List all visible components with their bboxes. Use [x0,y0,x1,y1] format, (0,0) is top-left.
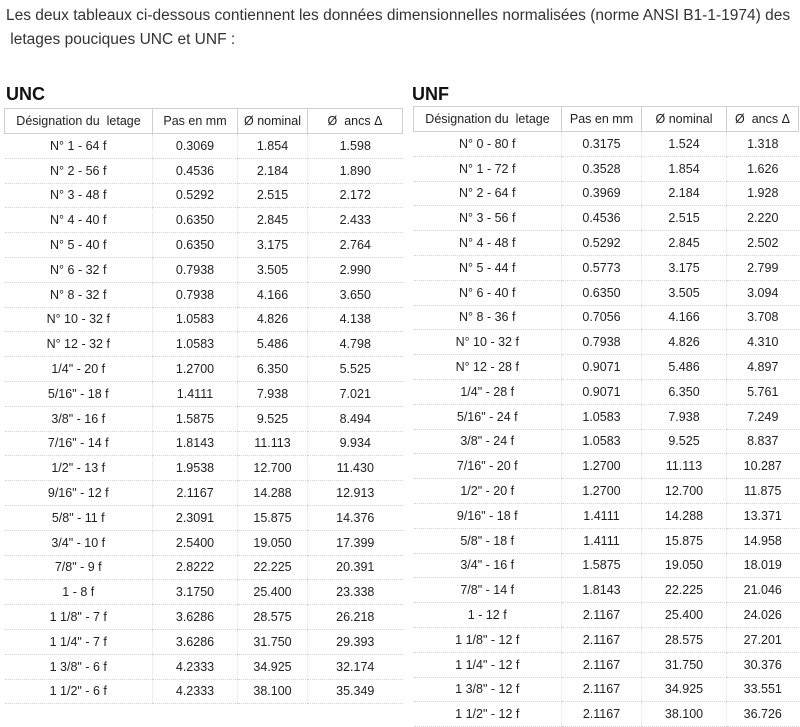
cell-pitch: 1.8143 [153,431,238,456]
cell-flank-diameter: 9.934 [308,431,403,456]
table-row [414,355,799,380]
cell-flank-diameter: 8.494 [308,406,403,431]
cell-nominal-diameter: 9.525 [238,406,308,431]
cell-pitch: 0.5292 [153,183,238,208]
cell-flank-diameter: 5.525 [308,357,403,382]
cell-nominal-diameter: 15.875 [642,528,727,553]
cell-designation: 3/8" - 16 f [5,406,153,431]
cell-pitch: 0.7938 [562,330,642,355]
cell-designation: 1 3/8" - 6 f [5,654,153,679]
cell-designation: 1/4" - 28 f [414,379,562,404]
table-row [5,580,403,605]
cell-pitch: 0.3069 [153,134,238,159]
cell-designation: 1 3/8" - 12 f [414,677,562,702]
table-row [414,652,799,677]
table-row [5,332,403,357]
table-row [5,555,403,580]
cell-flank-diameter: 32.174 [308,654,403,679]
table-row [414,479,799,504]
cell-pitch: 0.4536 [562,206,642,231]
cell-nominal-diameter: 12.700 [238,456,308,481]
cell-pitch: 1.5875 [562,553,642,578]
cell-nominal-diameter: 11.113 [642,454,727,479]
cell-designation: 5/16" - 24 f [414,404,562,429]
cell-flank-diameter: 14.376 [308,505,403,530]
table-row [5,158,403,183]
cell-nominal-diameter: 15.875 [238,505,308,530]
cell-flank-diameter: 2.764 [308,233,403,258]
table-row [414,330,799,355]
cell-flank-diameter: 36.726 [727,702,799,727]
cell-nominal-diameter: 2.184 [238,158,308,183]
cell-designation: 1 1/2" - 6 f [5,679,153,704]
cell-nominal-diameter: 14.288 [642,503,727,528]
cell-pitch: 0.4536 [153,158,238,183]
table-row [5,679,403,704]
cell-designation: N° 10 - 32 f [5,307,153,332]
table-row [414,255,799,280]
cell-designation: N° 3 - 48 f [5,183,153,208]
cell-designation: N° 4 - 40 f [5,208,153,233]
cell-pitch: 3.6286 [153,629,238,654]
cell-nominal-diameter: 1.854 [642,156,727,181]
cell-flank-diameter: 35.349 [308,679,403,704]
column-header-nominal-diameter: Ø nominal [238,109,308,134]
table-row [414,181,799,206]
cell-nominal-diameter: 25.400 [238,580,308,605]
cell-pitch: 3.1750 [153,580,238,605]
cell-nominal-diameter: 5.486 [238,332,308,357]
cell-pitch: 0.9071 [562,355,642,380]
table-row [414,503,799,528]
unf-table [413,106,799,727]
cell-pitch: 1.2700 [562,454,642,479]
cell-flank-diameter: 13.371 [727,503,799,528]
cell-nominal-diameter: 3.505 [642,280,727,305]
cell-nominal-diameter: 34.925 [238,654,308,679]
unf-heading: UNF [412,84,449,104]
table-row [414,206,799,231]
cell-flank-diameter: 2.172 [308,183,403,208]
unc-heading: UNC [6,84,45,104]
cell-designation: N° 6 - 32 f [5,257,153,282]
cell-pitch: 0.7938 [153,257,238,282]
cell-pitch: 2.1167 [562,677,642,702]
cell-flank-diameter: 20.391 [308,555,403,580]
cell-designation: 7/8" - 9 f [5,555,153,580]
cell-designation: N° 6 - 40 f [414,280,562,305]
cell-pitch: 2.8222 [153,555,238,580]
cell-flank-diameter: 2.990 [308,257,403,282]
cell-flank-diameter: 4.310 [727,330,799,355]
table-row [5,456,403,481]
cell-designation: 7/8" - 14 f [414,578,562,603]
cell-pitch: 0.3175 [562,132,642,157]
cell-nominal-diameter: 22.225 [642,578,727,603]
cell-flank-diameter: 1.928 [727,181,799,206]
column-header-designation: Désignation du letage [414,107,562,132]
cell-flank-diameter: 11.430 [308,456,403,481]
intro-paragraph: Les deux tableaux ci-dessous contiennent les données dimensionnelles normalisées (norme ANSI B1-1-1974) des letages pouciques UNC et UNF : [6,7,791,48]
cell-designation: 1/2" - 20 f [414,479,562,504]
cell-pitch: 0.7938 [153,282,238,307]
cell-nominal-diameter: 28.575 [238,605,308,630]
table-row [5,406,403,431]
cell-nominal-diameter: 6.350 [238,357,308,382]
table-row [5,605,403,630]
cell-nominal-diameter: 1.524 [642,132,727,157]
table-row [414,677,799,702]
cell-designation: 1 1/8" - 12 f [414,627,562,652]
cell-designation: N° 2 - 64 f [414,181,562,206]
table-row [414,231,799,256]
cell-designation: N° 0 - 80 f [414,132,562,157]
table-row [5,257,403,282]
table-row [414,528,799,553]
cell-designation: 3/4" - 16 f [414,553,562,578]
cell-pitch: 1.0583 [562,404,642,429]
cell-nominal-diameter: 2.184 [642,181,727,206]
cell-flank-diameter: 4.897 [727,355,799,380]
cell-nominal-diameter: 7.938 [642,404,727,429]
cell-flank-diameter: 5.761 [727,379,799,404]
table-row [414,132,799,157]
column-header-nominal-diameter: Ø nominal [642,107,727,132]
table-row [5,381,403,406]
cell-designation: N° 5 - 44 f [414,255,562,280]
cell-flank-diameter: 14.958 [727,528,799,553]
cell-nominal-diameter: 4.166 [642,305,727,330]
cell-designation: 7/16" - 20 f [414,454,562,479]
cell-pitch: 2.3091 [153,505,238,530]
cell-flank-diameter: 29.393 [308,629,403,654]
cell-designation: 1 - 12 f [414,603,562,628]
table-row [5,183,403,208]
cell-nominal-diameter: 19.050 [642,553,727,578]
cell-nominal-diameter: 34.925 [642,677,727,702]
cell-flank-diameter: 10.287 [727,454,799,479]
table-row [5,307,403,332]
cell-nominal-diameter: 25.400 [642,603,727,628]
cell-nominal-diameter: 4.166 [238,282,308,307]
cell-designation: N° 12 - 28 f [414,355,562,380]
cell-pitch: 2.5400 [153,530,238,555]
cell-pitch: 4.2333 [153,679,238,704]
cell-flank-diameter: 17.399 [308,530,403,555]
cell-pitch: 0.3528 [562,156,642,181]
cell-nominal-diameter: 12.700 [642,479,727,504]
table-row [414,404,799,429]
cell-designation: N° 12 - 32 f [5,332,153,357]
cell-designation: 5/8" - 18 f [414,528,562,553]
table-row [414,702,799,727]
cell-flank-diameter: 18.019 [727,553,799,578]
cell-flank-diameter: 3.650 [308,282,403,307]
cell-pitch: 0.5773 [562,255,642,280]
table-row [5,357,403,382]
cell-pitch: 2.1167 [562,603,642,628]
cell-flank-diameter: 3.708 [727,305,799,330]
cell-pitch: 1.5875 [153,406,238,431]
cell-pitch: 1.4111 [562,503,642,528]
cell-nominal-diameter: 38.100 [642,702,727,727]
cell-designation: N° 1 - 64 f [5,134,153,159]
cell-nominal-diameter: 38.100 [238,679,308,704]
cell-designation: N° 2 - 56 f [5,158,153,183]
cell-pitch: 1.0583 [153,332,238,357]
cell-flank-diameter: 1.626 [727,156,799,181]
cell-designation: 1/4" - 20 f [5,357,153,382]
table-row [414,603,799,628]
table-row [5,505,403,530]
cell-nominal-diameter: 3.175 [238,233,308,258]
table-row [414,280,799,305]
table-header-row [414,107,799,132]
cell-flank-diameter: 8.837 [727,429,799,454]
cell-pitch: 0.6350 [153,233,238,258]
cell-nominal-diameter: 2.515 [238,183,308,208]
cell-designation: 1 1/4" - 12 f [414,652,562,677]
cell-nominal-diameter: 31.750 [238,629,308,654]
cell-pitch: 2.1167 [562,627,642,652]
table-row [414,429,799,454]
cell-designation: N° 8 - 36 f [414,305,562,330]
cell-pitch: 0.5292 [562,231,642,256]
cell-flank-diameter: 30.376 [727,652,799,677]
table-row [414,454,799,479]
cell-designation: 1/2" - 13 f [5,456,153,481]
table-header-row [5,109,403,134]
cell-pitch: 4.2333 [153,654,238,679]
cell-pitch: 1.2700 [153,357,238,382]
cell-designation: 5/16" - 18 f [5,381,153,406]
table-row [414,627,799,652]
cell-flank-diameter: 12.913 [308,481,403,506]
cell-nominal-diameter: 3.175 [642,255,727,280]
cell-pitch: 0.3969 [562,181,642,206]
table-row [414,379,799,404]
cell-pitch: 0.7056 [562,305,642,330]
cell-nominal-diameter: 2.845 [238,208,308,233]
cell-nominal-diameter: 2.845 [642,231,727,256]
cell-pitch: 3.6286 [153,605,238,630]
table-row [414,305,799,330]
table-row [5,481,403,506]
column-header-designation: Désignation du letage [5,109,153,134]
column-header-flank-diameter: Ø ancs Δ [308,109,403,134]
table-row [5,134,403,159]
cell-designation: 7/16" - 14 f [5,431,153,456]
cell-flank-diameter: 2.220 [727,206,799,231]
cell-nominal-diameter: 3.505 [238,257,308,282]
cell-pitch: 1.8143 [562,578,642,603]
cell-designation: 3/4" - 10 f [5,530,153,555]
column-header-pitch: Pas en mm [562,107,642,132]
cell-designation: 9/16" - 12 f [5,481,153,506]
table-row [414,553,799,578]
cell-flank-diameter: 7.249 [727,404,799,429]
cell-pitch: 2.1167 [153,481,238,506]
cell-nominal-diameter: 1.854 [238,134,308,159]
cell-designation: N° 10 - 32 f [414,330,562,355]
table-row [5,282,403,307]
cell-flank-diameter: 27.201 [727,627,799,652]
cell-nominal-diameter: 14.288 [238,481,308,506]
cell-designation: N° 5 - 40 f [5,233,153,258]
cell-flank-diameter: 4.138 [308,307,403,332]
cell-pitch: 0.9071 [562,379,642,404]
table-row [5,654,403,679]
cell-nominal-diameter: 7.938 [238,381,308,406]
cell-pitch: 0.6350 [562,280,642,305]
cell-designation: 1 1/2" - 12 f [414,702,562,727]
cell-designation: N° 3 - 56 f [414,206,562,231]
cell-pitch: 1.0583 [153,307,238,332]
cell-flank-diameter: 4.798 [308,332,403,357]
cell-nominal-diameter: 2.515 [642,206,727,231]
cell-nominal-diameter: 19.050 [238,530,308,555]
table-row [5,233,403,258]
cell-designation: N° 1 - 72 f [414,156,562,181]
cell-flank-diameter: 21.046 [727,578,799,603]
cell-pitch: 2.1167 [562,652,642,677]
cell-flank-diameter: 2.799 [727,255,799,280]
cell-designation: 5/8" - 11 f [5,505,153,530]
cell-flank-diameter: 1.598 [308,134,403,159]
cell-flank-diameter: 26.218 [308,605,403,630]
cell-designation: 3/8" - 24 f [414,429,562,454]
cell-designation: 1 1/4" - 7 f [5,629,153,654]
cell-designation: 1 - 8 f [5,580,153,605]
cell-nominal-diameter: 22.225 [238,555,308,580]
cell-flank-diameter: 24.026 [727,603,799,628]
cell-flank-diameter: 1.890 [308,158,403,183]
unc-table [4,108,403,704]
cell-pitch: 2.1167 [562,702,642,727]
cell-flank-diameter: 11.875 [727,479,799,504]
cell-pitch: 1.9538 [153,456,238,481]
cell-flank-diameter: 2.502 [727,231,799,256]
cell-pitch: 0.6350 [153,208,238,233]
table-row [414,156,799,181]
cell-flank-diameter: 3.094 [727,280,799,305]
cell-flank-diameter: 33.551 [727,677,799,702]
table-row [5,530,403,555]
table-row [5,431,403,456]
cell-nominal-diameter: 11.113 [238,431,308,456]
column-header-pitch: Pas en mm [153,109,238,134]
cell-pitch: 1.2700 [562,479,642,504]
cell-nominal-diameter: 31.750 [642,652,727,677]
cell-nominal-diameter: 5.486 [642,355,727,380]
cell-designation: N° 8 - 32 f [5,282,153,307]
cell-nominal-diameter: 9.525 [642,429,727,454]
cell-pitch: 1.0583 [562,429,642,454]
cell-designation: 1 1/8" - 7 f [5,605,153,630]
cell-nominal-diameter: 4.826 [642,330,727,355]
table-row [5,629,403,654]
cell-nominal-diameter: 6.350 [642,379,727,404]
cell-flank-diameter: 1.318 [727,132,799,157]
cell-flank-diameter: 2.433 [308,208,403,233]
cell-pitch: 1.4111 [153,381,238,406]
cell-nominal-diameter: 4.826 [238,307,308,332]
cell-designation: 9/16" - 18 f [414,503,562,528]
cell-nominal-diameter: 28.575 [642,627,727,652]
table-row [414,578,799,603]
cell-flank-diameter: 7.021 [308,381,403,406]
cell-designation: N° 4 - 48 f [414,231,562,256]
table-row [5,208,403,233]
cell-pitch: 1.4111 [562,528,642,553]
cell-flank-diameter: 23.338 [308,580,403,605]
column-header-flank-diameter: Ø ancs Δ [727,107,799,132]
